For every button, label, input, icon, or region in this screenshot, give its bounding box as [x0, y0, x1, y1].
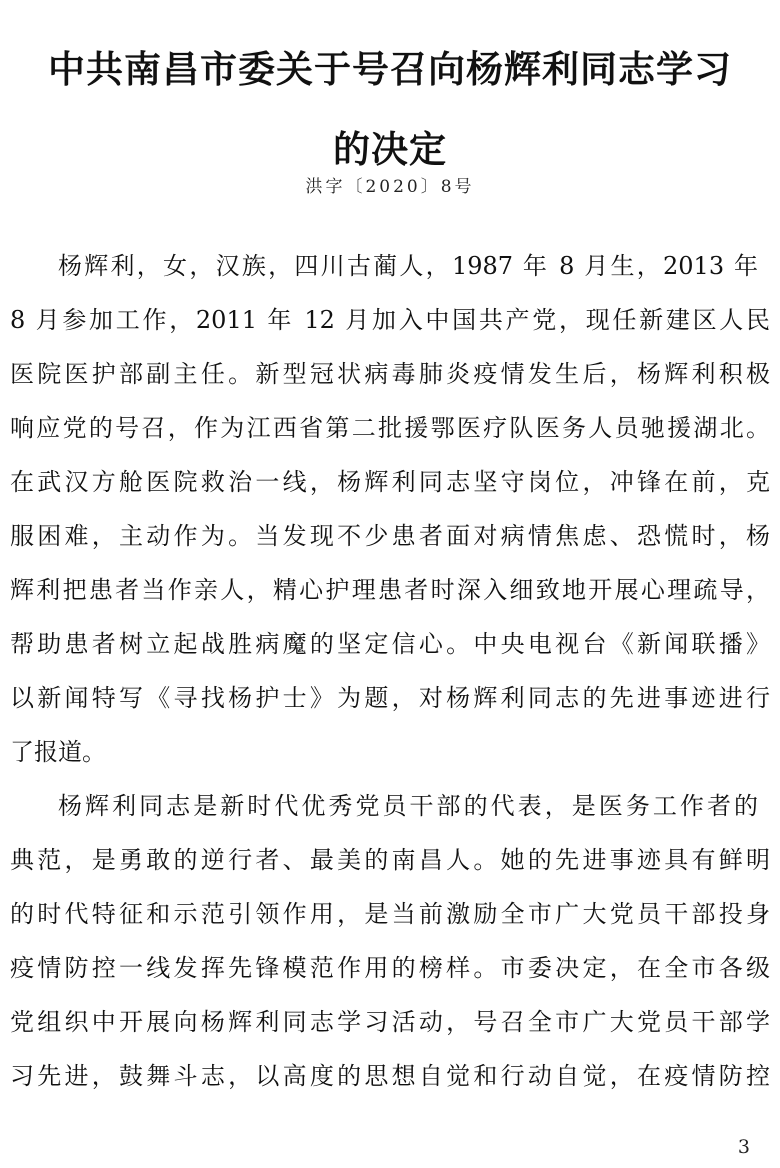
document-number: 洪字〔2020〕8号 — [305, 177, 475, 197]
paragraph-line: 典范，是勇敢的逆行者、最美的南昌人。她的先进事迹具有鲜明 — [10, 846, 770, 874]
document-title-line-2: 的决定 — [333, 127, 447, 171]
paragraph-line: 医院医护部副主任。新型冠状病毒肺炎疫情发生后，杨辉利积极 — [10, 360, 770, 388]
paragraph-line: 帮助患者树立起战胜病魔的坚定信心。中央电视台《新闻联播》 — [10, 630, 770, 658]
paragraph-line: 响应党的号召，作为江西省第二批援鄂医疗队医务人员驰援湖北。 — [10, 414, 770, 442]
paragraph-line: 杨辉利同志是新时代优秀党员干部的代表，是医务工作者的 — [58, 792, 758, 820]
paragraph-line: 8 月参加工作，2011 年 12 月加入中国共产党，现任新建区人民 — [10, 306, 770, 334]
paragraph-line: 辉利把患者当作亲人，精心护理患者时深入细致地开展心理疏导， — [10, 576, 770, 604]
paragraph-line: 在武汉方舱医院救治一线，杨辉利同志坚守岗位，冲锋在前，克 — [10, 468, 770, 496]
page-number: 3 — [737, 1136, 750, 1158]
paragraph-line: 疫情防控一线发挥先锋模范作用的榜样。市委决定，在全市各级 — [10, 954, 770, 982]
paragraph-line: 了报道。 — [10, 738, 106, 766]
document-title-line-1: 中共南昌市委关于号召向杨辉利同志学习 — [48, 47, 732, 91]
paragraph-line: 以新闻特写《寻找杨护士》为题，对杨辉利同志的先进事迹进行 — [10, 684, 770, 712]
paragraph-line: 的时代特征和示范引领作用，是当前激励全市广大党员干部投身 — [10, 900, 770, 928]
paragraph-line: 习先进，鼓舞斗志，以高度的思想自觉和行动自觉，在疫情防控 — [10, 1062, 770, 1090]
paragraph-line: 服困难，主动作为。当发现不少患者面对病情焦虑、恐慌时，杨 — [10, 522, 770, 550]
paragraph-line: 杨辉利，女，汉族，四川古蔺人，1987 年 8 月生，2013 年 — [58, 252, 758, 280]
paragraph-line: 党组织中开展向杨辉利同志学习活动，号召全市广大党员干部学 — [10, 1008, 770, 1036]
